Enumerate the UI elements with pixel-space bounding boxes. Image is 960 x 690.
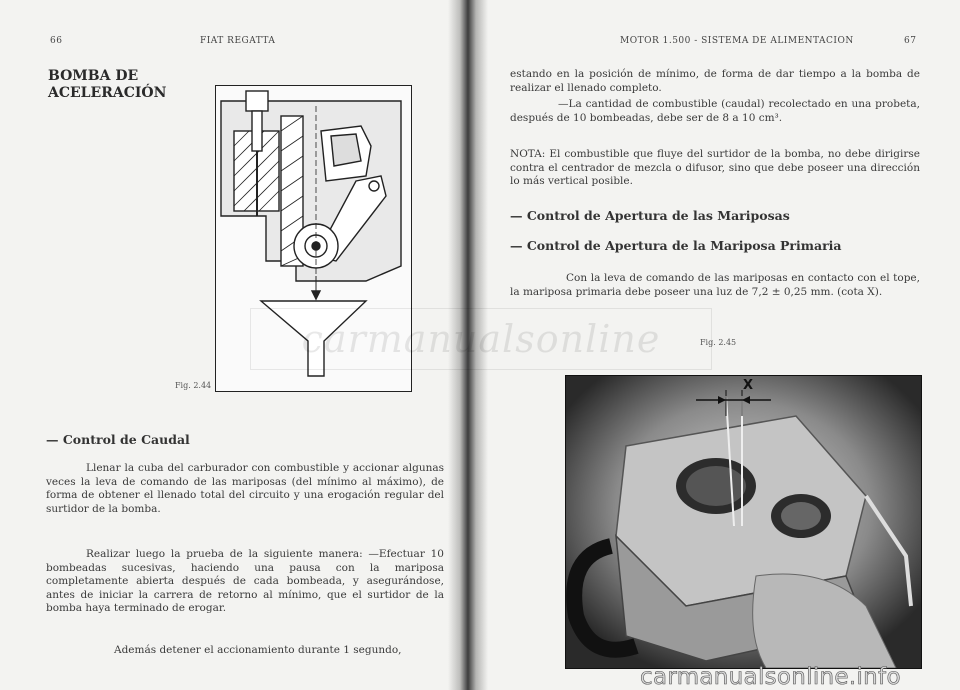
figure-2-45-photo (565, 375, 922, 669)
left-running-head: FIAT REGATTA (200, 36, 276, 46)
paragraph-cantidad: —La cantidad de combustible (caudal) recolectado en una probeta, después de 10 bombeadas, debe ser de 8 a 10 cm³. (510, 98, 920, 124)
section-control-mariposas: — Control de Apertura de las Mariposas (510, 208, 790, 223)
dimension-x-label: X (743, 378, 754, 393)
paragraph-estando: estando en la posición de mínimo, de forma de dar tiempo a la bomba de realizar el llenado completo. (510, 68, 920, 94)
paragraph-leva: Con la leva de comando de las mariposas en contacto con el tope, la mariposa primaria debe poseer una luz de 7,2 ± 0,25 mm. (cota X). (510, 272, 920, 298)
section-control-caudal: — Control de Caudal (46, 432, 190, 447)
right-running-head: MOTOR 1.500 - SISTEMA DE ALIMENTACION (620, 36, 854, 46)
carburetor-photo (566, 376, 921, 668)
right-page-number: 67 (904, 36, 917, 46)
paragraph-ademas: Además detener el accionamiento durante 1 segundo, (114, 644, 402, 656)
section-mariposa-primaria: — Control de Apertura de la Mariposa Primaria (510, 238, 842, 253)
figure-2-44-label: Fig. 2.44 (175, 381, 212, 390)
paragraph-llenar: Llenar la cuba del carburador con combustible y accionar algunas veces la leva de comando de las mariposas (del mínimo al máximo), de forma de obtener el llenado total del circuito y una erogación regular del surtidor de la bomba. (46, 462, 444, 515)
center-watermark: carmanualsonline (250, 308, 712, 370)
pump-heading: BOMBA DE ACELERACIÓN (48, 68, 167, 101)
left-page-number: 66 (50, 36, 63, 46)
figure-2-45-label: Fig. 2.45 (700, 338, 737, 347)
note-paragraph: NOTA: El combustible que fluye del surtidor de la bomba, no debe dirigirse contra el centrador de mezcla o difusor, sino que debe poseer una dirección lo más vertical posible. (510, 148, 920, 188)
paragraph-realizar: Realizar luego la prueba de la siguiente manera: —Efectuar 10 bombeadas sucesivas, haciendo una pausa con la mariposa completamente abierta después de cada bombeada, y asegurándose, antes de iniciar la carrera de retorno al mínimo, que el surtidor de la bomba haya terminado de erogar. (46, 548, 444, 615)
site-watermark: carmanualsonline.info (640, 664, 901, 690)
